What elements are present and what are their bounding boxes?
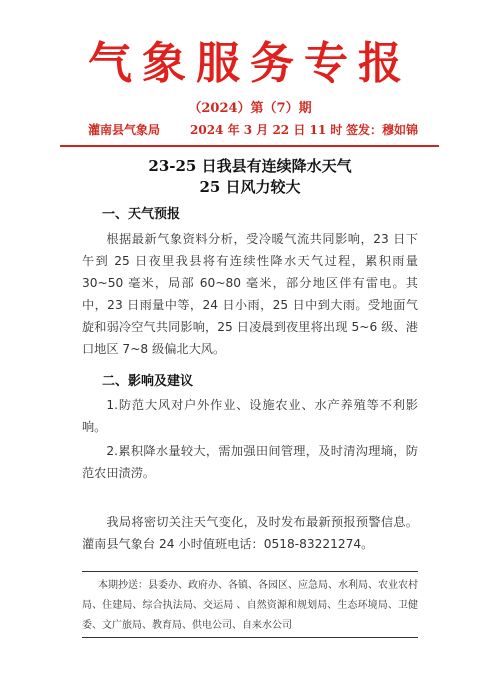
footer-divider-top — [82, 571, 418, 572]
distribution-list: 本期抄送：县委办、政府办、各镇、各园区、应急局、水利局、农业农村局、住建局、综合执法局、交运局 、自然资源和规划局、生态环境局、卫健委、文广旅局、教育局、供电公司、自来水公司 — [82, 580, 418, 631]
section-heading-advice: 二、影响及建议 — [102, 374, 194, 389]
header-divider — [60, 145, 439, 147]
advice-item-2: 2.累积降水量较大，需加强田间管理，及时清沟理墒，防范农田渍涝。 — [82, 444, 418, 480]
article-title-line1: 23-25 日我县有连续降水天气 — [148, 157, 352, 175]
issue-meta-row — [88, 122, 418, 138]
forecast-paragraph: 根据最新气象资料分析，受冷暖气流共同影响，23 日下午到 25 日夜里我县将有连续性降水天气过程，累积雨量 30~50 毫米，局部 60~80 毫米，部分地区伴有雷电。其中，23 日雨量中等，24 日小雨，25 日中到大雨。受地面气旋和弱冷空气共同影响，25 日凌晨到夜里将出现 5~6 级、港口地区 7~8 级偏北大风。 — [82, 232, 418, 356]
article-title-line2: 25 日风力较大 — [199, 178, 301, 196]
issue-date: 2024 年 3 月 22 日 11 时 — [190, 123, 343, 137]
masthead-title: 气象服务专报 — [88, 38, 412, 89]
footer-divider-bottom — [82, 637, 418, 638]
section-heading-forecast: 一、天气预报 — [102, 207, 181, 222]
issue-number: （2024）第（7）期 — [188, 101, 312, 116]
signer: 签发：穆如锦 — [345, 123, 418, 137]
closing-paragraph: 我局将密切关注天气变化，及时发布最新预报预警信息。灌南县气象台 24 小时值班电话：0518-83221274。 — [82, 515, 418, 551]
advice-item-1: 1.防范大风对户外作业、设施农业、水产养殖等不利影响。 — [82, 398, 418, 434]
issuing-office: 灌南县气象局 — [88, 123, 161, 137]
